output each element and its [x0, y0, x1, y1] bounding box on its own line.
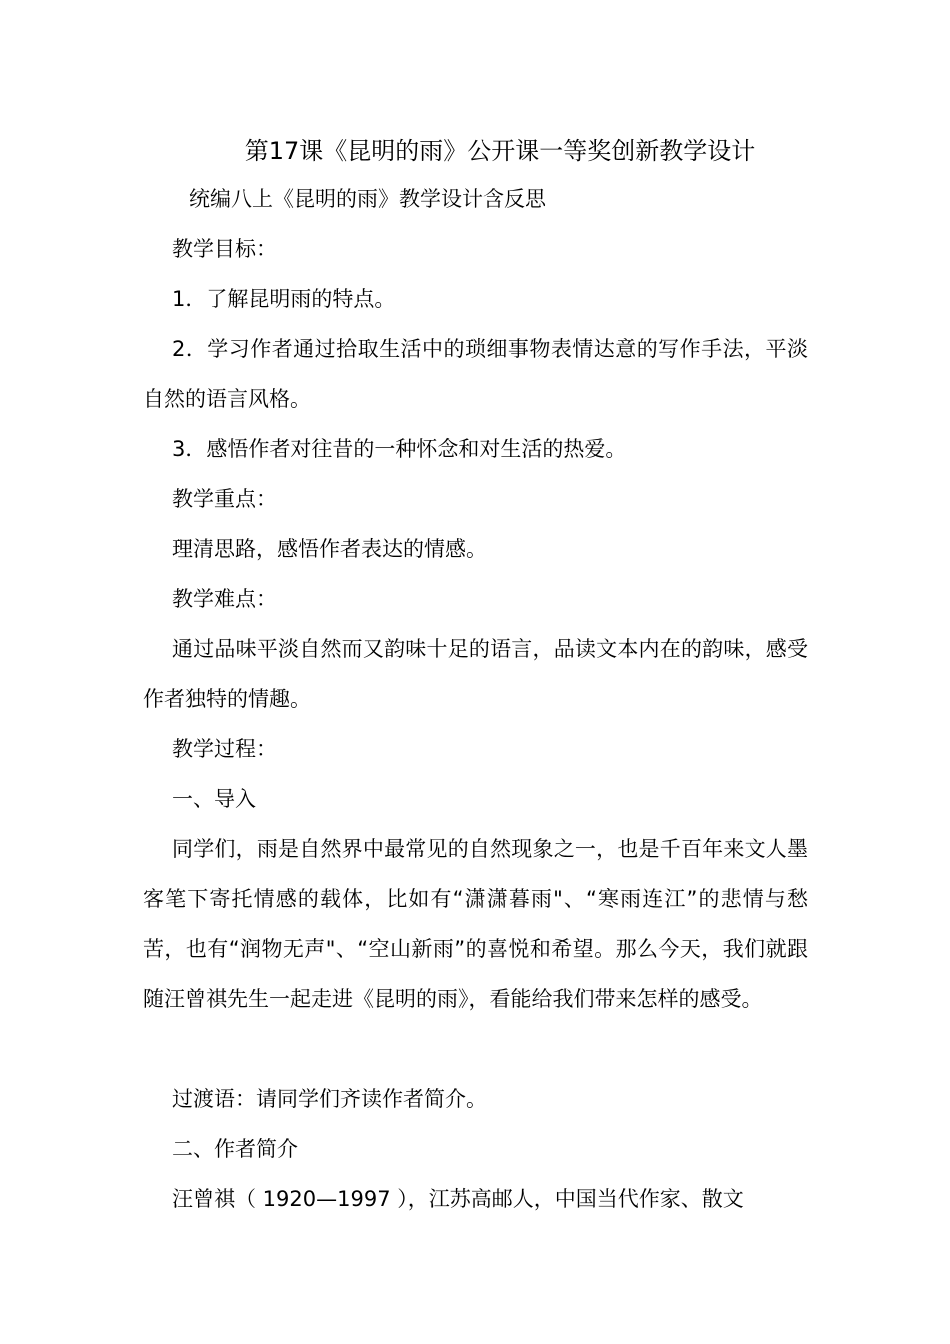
heading-difficulties: 教学难点： — [172, 587, 277, 611]
introduction-text: 同学们，雨是自然界中最常见的自然现象之一，也是千百年来文人墨客笔下寄托情感的载体，比如有“潇潇暮雨"、“寒雨连江”的悲情与愁苦，也有“润物无声"、“空山新雨”的喜悦和希望。那么今天，我们就跟随汪曾祺先生一起走进《昆明的雨》，看能给我们带来怎样的感受。 — [143, 837, 808, 1011]
author-intro-text: 汪曾祺（ 1920—1997 ），江苏高邮人，中国当代作家、散文 — [172, 1187, 744, 1211]
document-title: 第17课《昆明的雨》公开课一等奖创新教学设计 — [244, 137, 756, 165]
transition-text: 过渡语：请同学们齐读作者简介。 — [172, 1087, 487, 1111]
goal-item-2: 2．学习作者通过拾取生活中的琐细事物表情达意的写作手法，平淡自然的语言风格。 — [143, 337, 808, 411]
document-subtitle: 统编八上《昆明的雨》教学设计含反思 — [189, 187, 546, 211]
heading-key-points: 教学重点： — [172, 487, 277, 511]
goal-item-1: 1．了解昆明雨的特点。 — [172, 287, 396, 311]
difficulties-text: 通过品味平淡自然而又韵味十足的语言，品读文本内在的韵味，感受作者独特的情趣。 — [143, 637, 808, 711]
key-points-text: 理清思路，感悟作者表达的情感。 — [172, 537, 487, 561]
heading-teaching-process: 教学过程： — [172, 737, 277, 761]
section-introduction-heading: 一、导入 — [172, 787, 256, 811]
goal-item-3: 3．感悟作者对往昔的一种怀念和对生活的热爱。 — [172, 437, 627, 461]
section-author-heading: 二、作者简介 — [172, 1137, 298, 1161]
heading-teaching-goals: 教学目标： — [172, 237, 277, 261]
